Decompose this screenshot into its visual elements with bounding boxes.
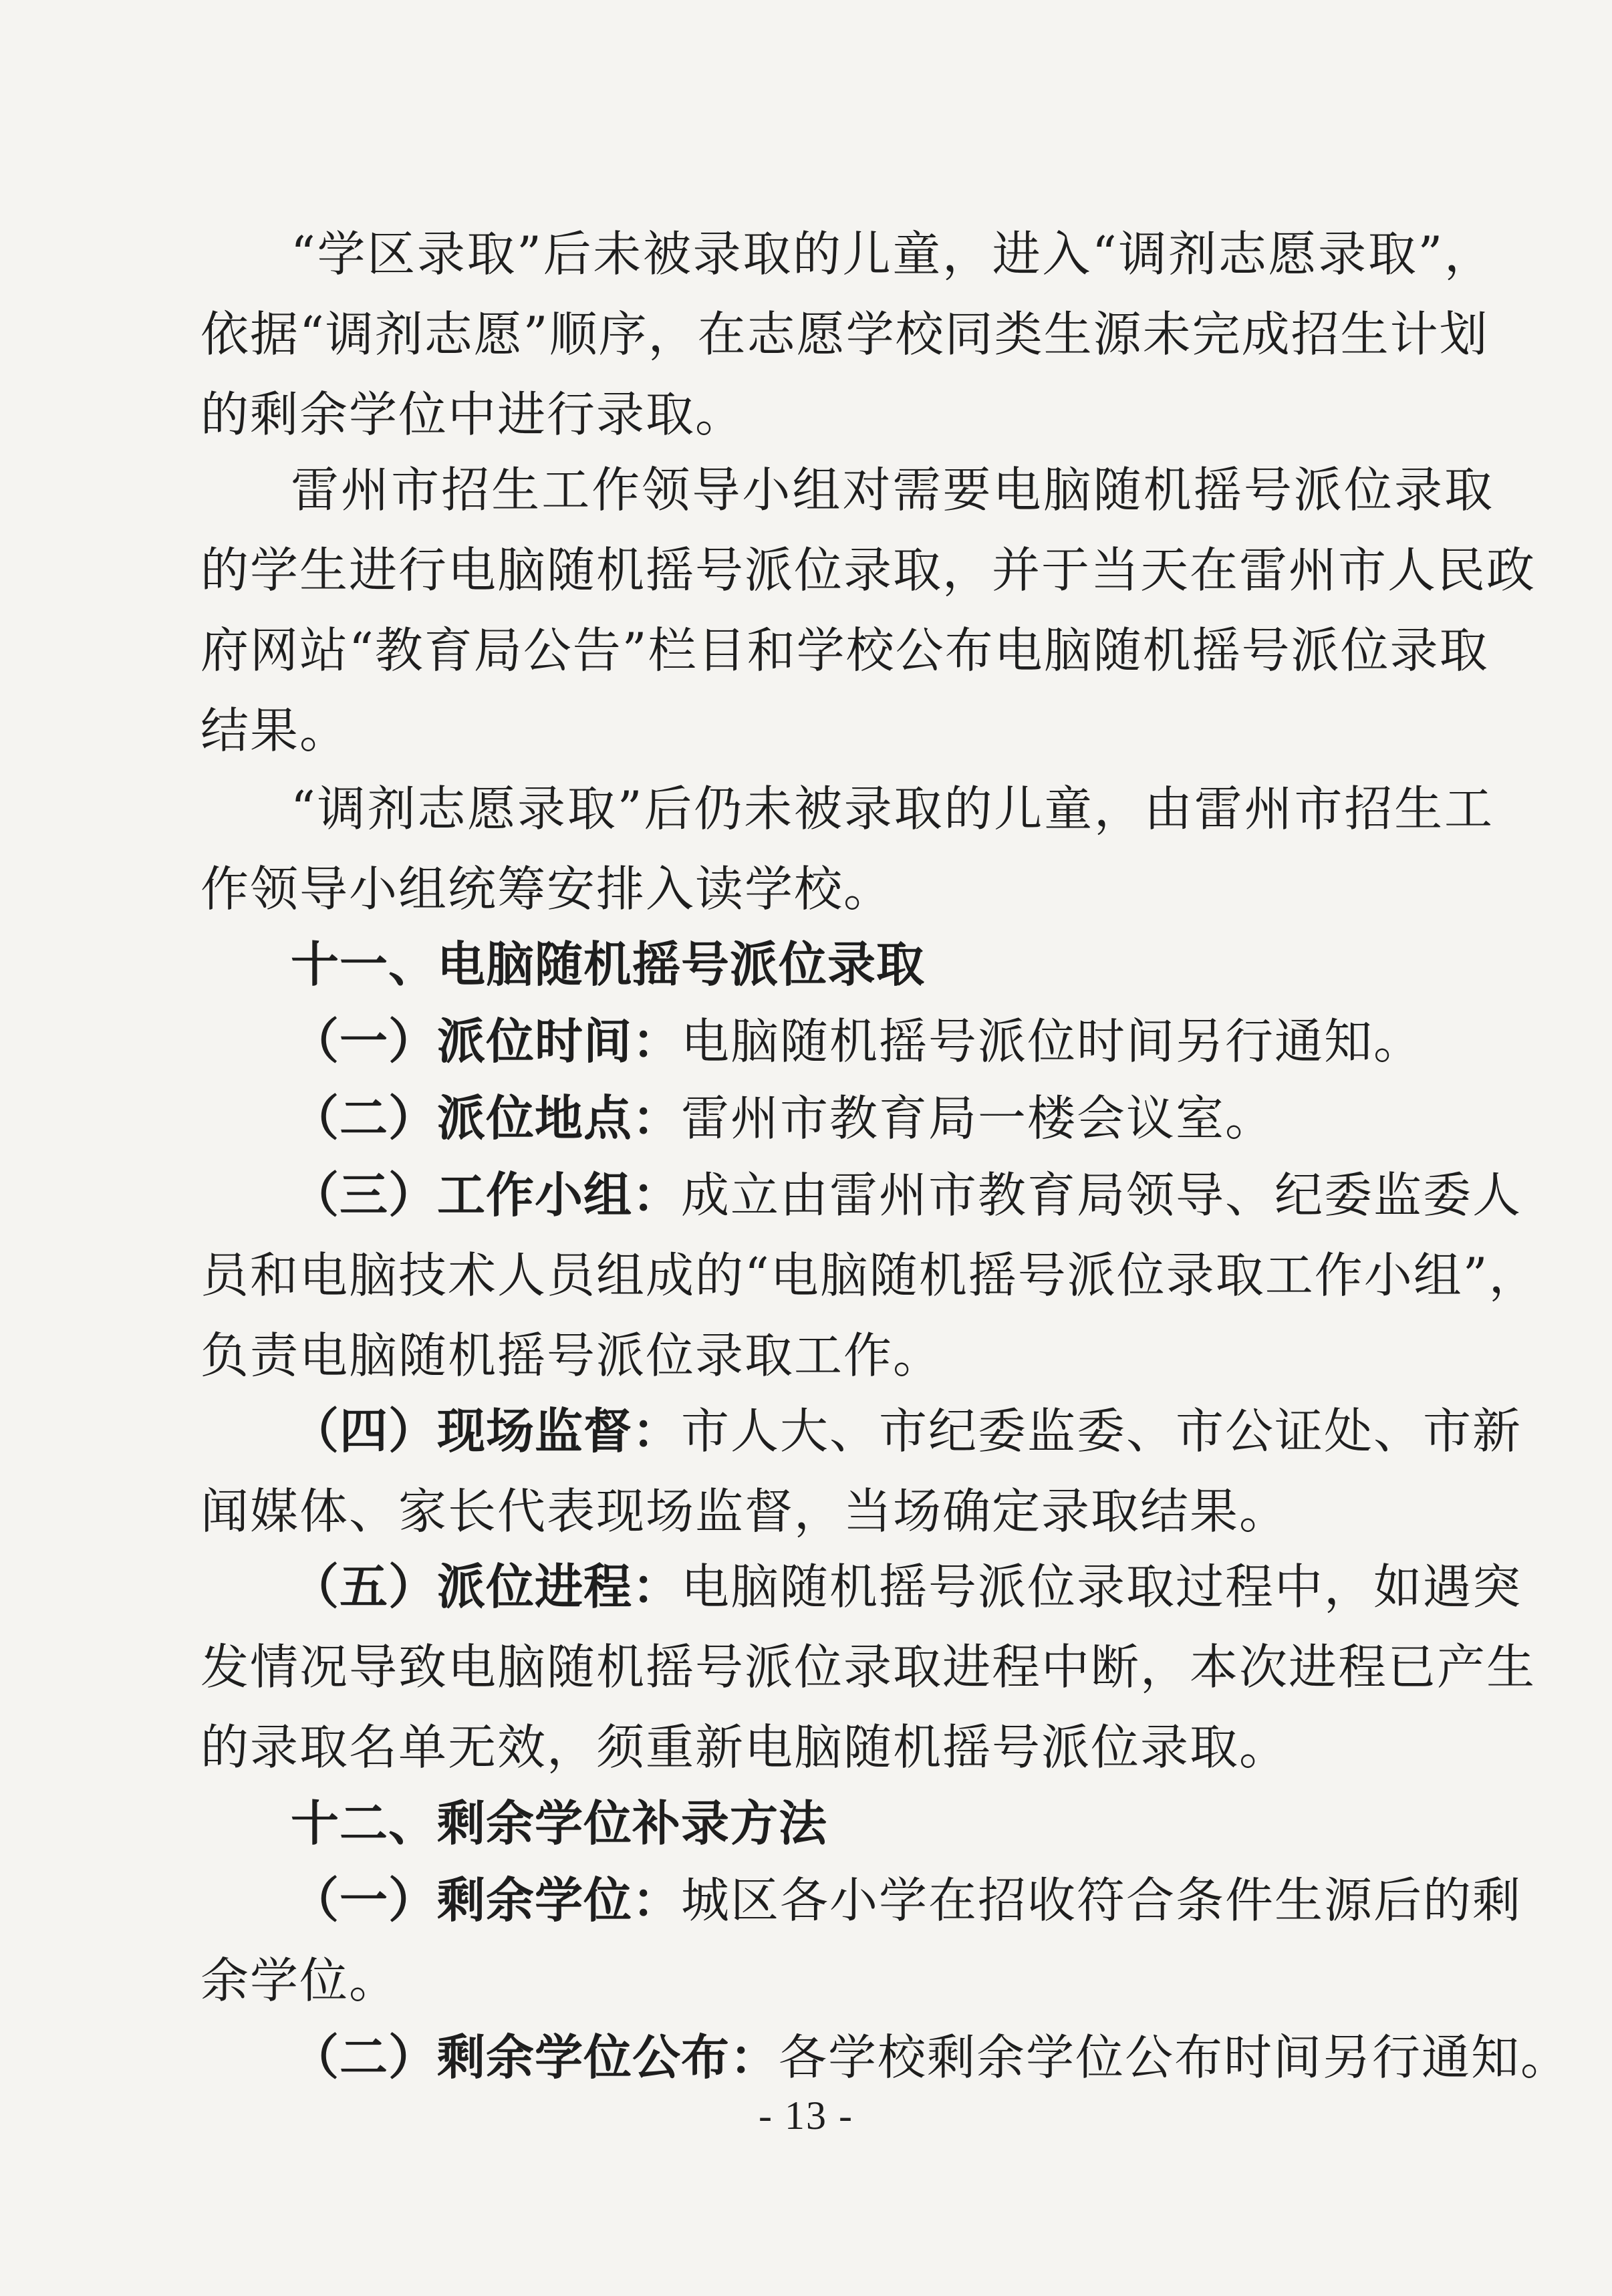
item-label: （一）派位时间： bbox=[291, 1013, 682, 1069]
item-text: 雷州市教育局一楼会议室。 bbox=[681, 1090, 1275, 1146]
paragraph-line: 发情况导致电脑随机摇号派位录取进程中断，本次进程已产生 bbox=[200, 1639, 1536, 1695]
list-item bbox=[291, 1009, 1494, 1073]
list-item bbox=[291, 1399, 1522, 1463]
item-label: （二）剩余学位公布： bbox=[291, 2029, 779, 2085]
list-item bbox=[291, 1086, 1494, 1150]
page-number: - 13 - bbox=[759, 2093, 853, 2138]
item-text: 电脑随机摇号派位时间另行通知。 bbox=[681, 1013, 1424, 1069]
paragraph-line: “调剂志愿录取”后仍未被录取的儿童，由雷州市招生工 bbox=[291, 781, 1494, 837]
paragraph-line: 雷州市招生工作领导小组对需要电脑随机摇号派位录取 bbox=[291, 462, 1494, 518]
paragraph-line: 依据“调剂志愿”顺序，在志愿学校同类生源未完成招生计划 bbox=[200, 306, 1489, 362]
section-heading: 十二、剩余学位补录方法 bbox=[291, 1795, 828, 1852]
item-label: （二）派位地点： bbox=[291, 1090, 682, 1146]
item-label: （五）派位进程： bbox=[291, 1559, 682, 1615]
item-text: 市人大、市纪委监委、市公证处、市新 bbox=[681, 1403, 1522, 1459]
paragraph-line: 的剩余学位中进行录取。 bbox=[200, 386, 745, 442]
list-item bbox=[291, 1163, 1522, 1227]
paragraph-line: 的学生进行电脑随机摇号派位录取，并于当天在雷州市人民政 bbox=[200, 542, 1536, 598]
item-text: 各学校剩余学位公布时间另行通知。 bbox=[779, 2029, 1571, 2085]
paragraph-line: 闻媒体、家长代表现场监督，当场确定录取结果。 bbox=[200, 1483, 1289, 1539]
paragraph-line: 员和电脑技术人员组成的“电脑随机摇号派位录取工作小组”， bbox=[200, 1247, 1538, 1303]
item-label: （一）剩余学位： bbox=[291, 1872, 682, 1928]
list-item bbox=[291, 2025, 1571, 2089]
paragraph-line: 余学位。 bbox=[200, 1952, 399, 2009]
list-item bbox=[291, 1555, 1522, 1619]
item-label: （四）现场监督： bbox=[291, 1403, 682, 1459]
paragraph-line: 作领导小组统筹安排入读学校。 bbox=[200, 861, 894, 917]
paragraph-line: “学区录取”后未被录取的儿童，进入“调剂志愿录取”， bbox=[291, 226, 1494, 282]
item-text: 电脑随机摇号派位录取过程中，如遇突 bbox=[681, 1559, 1522, 1615]
list-item bbox=[291, 1868, 1522, 1932]
paragraph-line: 府网站“教育局公告”栏目和学校公布电脑随机摇号派位录取 bbox=[200, 622, 1489, 678]
item-label: （三）工作小组： bbox=[291, 1167, 682, 1223]
paragraph-line: 结果。 bbox=[200, 703, 350, 759]
paragraph-line: 的录取名单无效，须重新电脑随机摇号派位录取。 bbox=[200, 1719, 1289, 1775]
item-text: 城区各小学在招收符合条件生源后的剩 bbox=[681, 1872, 1522, 1928]
item-text: 成立由雷州市教育局领导、纪委监委人 bbox=[681, 1167, 1522, 1223]
paragraph-line: 负责电脑随机摇号派位录取工作。 bbox=[200, 1327, 943, 1384]
section-heading: 十一、电脑随机摇号派位录取 bbox=[291, 936, 926, 993]
